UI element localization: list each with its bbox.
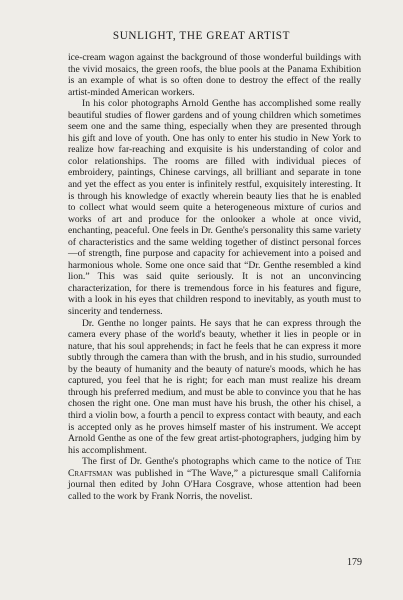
paragraph-first-photographs — [68, 456, 361, 502]
page-number: 179 — [347, 557, 362, 568]
body-text — [68, 52, 361, 502]
paragraph-text-after: was published in “The Wave,” a picturesque small California journal then edited by John O'Hara Cosgrave, whose attention had been called to the work by Frank Norris, the novelist. — [68, 467, 361, 502]
magazine-name: The Craftsman — [68, 456, 361, 479]
paragraph-color-photographs: In his color photographs Arnold Genthe has accomplished some really beautiful studies of flower gardens and of young children which sometimes seem one and the same thing, especially when they are presented through his gift and love of youth. One has only to enter his studio in New York to realize how far-reaching and exquisite is his understanding of color and color relationships. The rooms are filled with individual pieces of embroidery, paintings, Chinese carvings, all brilliant and separate in tone and yet the effect as you enter is infinitely restful, exquisitely interesting. It is through his knowledge of exactly wherein beauty lies that he is enabled to collect what would seem quite a heterogeneous mixture of curios and works of art and produce for the onlooker a whole at once vivid, enchanting, peaceful. One feels in Dr. Genthe's personality this same variety of characteristics and the same welding together of distinct personal forces—of strength, fine purpose and capacity for achievement into a poised and harmonious whole. Some one once said that “Dr. Genthe resembled a kind lion.” This was said quite seriously. It is not an unconvincing characterization, for there is tremendous force in his features and figure, with a look in his eyes that children respond to inevitably, as youth must to sincerity and tenderness. — [68, 98, 361, 318]
paragraph-text-before: The first of Dr. Genthe's photographs which came to the notice of — [82, 456, 346, 468]
paragraph-continued: ice-cream wagon against the background of those wonderful buildings with the vivid mosaics, the green roofs, the blue pools at the Panama Exhibition is an example of what is so often done to destroy the effect of the really artist-minded American workers. — [68, 52, 361, 98]
running-header: SUNLIGHT, THE GREAT ARTIST — [112, 30, 291, 42]
paragraph-no-longer-paints: Dr. Genthe no longer paints. He says that he can express through the camera every phase of the world's beauty, whether it lies in people or in nature, that his soul apprehends; in fact he feels that he can express it more subtly through the camera than with the brush, and in his studio, surrounded by the beauty of humanity and the beauty of nature's moods, which he has captured, you feel that he is right; for each man must realize his dream through his preferred medium, and must be able to convince you that he has chosen the right one. One man must have his brush, the other his chisel, a third a violin bow, a fourth a pencil to express contact with beauty, and each is accepted only as he proves himself master of his instrument. We accept Arnold Genthe as one of the few great artist-photographers, judging him by his accomplishment. — [68, 317, 361, 456]
